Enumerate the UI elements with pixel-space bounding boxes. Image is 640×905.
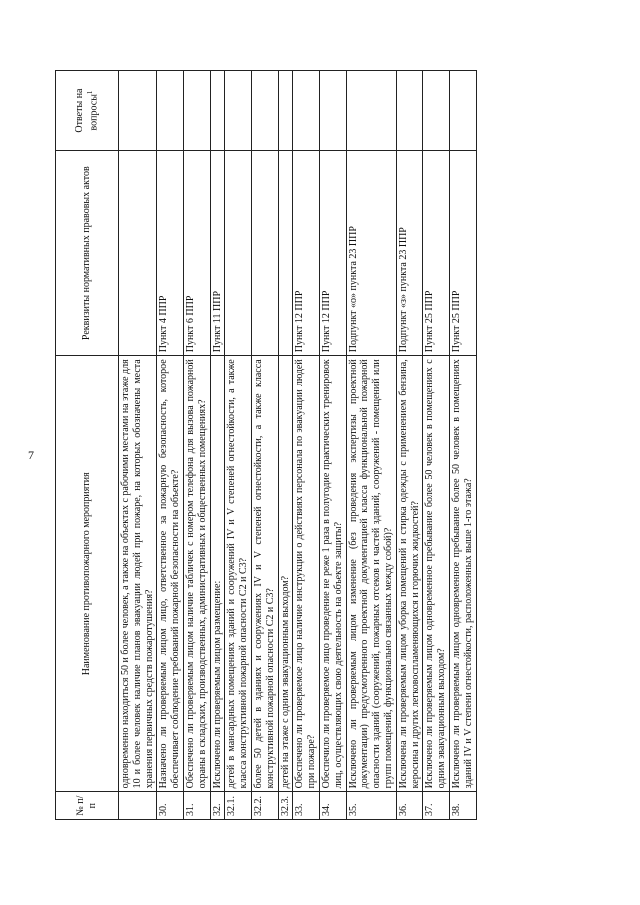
row-measure: Обеспечило ли проверяемое лицо проведение не реже 1 раза в полугодие практических тренировок лиц, осуществляющих свою деятельность на объекте защиты? xyxy=(319,356,346,792)
row-requisite: Пункт 11 ППР xyxy=(210,151,225,356)
row-requisite xyxy=(278,151,293,356)
row-number: 36. xyxy=(396,792,423,820)
row-number: 32.2. xyxy=(251,792,278,820)
table-row xyxy=(396,71,423,820)
table-row xyxy=(225,71,252,820)
row-measure: Исключено ли проверяемым лицом изменение (без проведения экспертизы проектной документации) предусмотренного проектной документацией класса функциональной пожарной опасности зданий (сооружений, пожарных отсеков и частей зданий, сооружений - помещений или групп помещений, функционально связанных между собой)? xyxy=(346,356,396,792)
row-requisite: Подпункт «з» пункта 23 ППР xyxy=(396,151,423,356)
header-measure-name: Наименование противопожарного мероприятия xyxy=(56,356,119,792)
row-measure: Назначено ли проверяемым лицом лицо, ответственное за пожарную безопасность, которое обеспечивает соблюдение требований пожарной безопасности на объекте? xyxy=(157,356,184,792)
row-number: 35. xyxy=(346,792,396,820)
page-number: 7 xyxy=(28,448,34,462)
row-number: 32.1. xyxy=(225,792,252,820)
row-number: 33. xyxy=(293,792,320,820)
table-row xyxy=(278,71,293,820)
table-row xyxy=(423,71,450,820)
row-number xyxy=(119,792,157,820)
table-row xyxy=(293,71,320,820)
row-measure: Исключено ли проверяемым лицом размещение: xyxy=(210,356,225,792)
row-number: 31. xyxy=(183,792,210,820)
header-answers-label: Ответы на вопросы xyxy=(74,88,100,133)
row-answer xyxy=(293,71,320,151)
row-number: 34. xyxy=(319,792,346,820)
table-row xyxy=(183,71,210,820)
header-number: № п/п xyxy=(56,792,119,820)
row-measure: Обеспечено ли проверяемым лицом наличие табличек с номером телефона для вызова пожарной охраны в складских, производственных, административных и общественных помещениях? xyxy=(183,356,210,792)
row-requisite: Пункт 25 ППР xyxy=(423,151,450,356)
table-row xyxy=(319,71,346,820)
row-requisite: Пункт 6 ППР xyxy=(183,151,210,356)
row-measure: более 50 детей в зданиях и сооружениях IV и V степеней огнестойкости, а также класса конструктивной пожарной опасности С2 и С3? xyxy=(251,356,278,792)
row-answer xyxy=(278,71,293,151)
table-header-row xyxy=(56,71,119,820)
table-row xyxy=(251,71,278,820)
row-measure: детей в мансардных помещениях зданий и сооружений IV и V степеней огнестойкости, а также класса конструктивной пожарной опасности С2 и С3? xyxy=(225,356,252,792)
row-number: 32.3. xyxy=(278,792,293,820)
row-answer xyxy=(346,71,396,151)
row-requisite: Пункт 12 ППР xyxy=(319,151,346,356)
row-answer xyxy=(396,71,423,151)
row-measure: Исключено ли проверяемым лицом одновременное пребывание более 50 человек в помещениях с одним эвакуационным выходом? xyxy=(423,356,450,792)
row-answer xyxy=(210,71,225,151)
table-row xyxy=(346,71,396,820)
row-answer xyxy=(157,71,184,151)
row-answer xyxy=(225,71,252,151)
row-answer xyxy=(251,71,278,151)
row-requisite: Пункт 25 ППР xyxy=(449,151,476,356)
row-requisite xyxy=(119,151,157,356)
row-number: 38. xyxy=(449,792,476,820)
row-answer xyxy=(319,71,346,151)
row-answer xyxy=(119,71,157,151)
table-row xyxy=(210,71,225,820)
row-requisite xyxy=(251,151,278,356)
row-measure: Обеспечено ли проверяемое лицо наличие инструкции о действиях персонала по эвакуации людей при пожаре? xyxy=(293,356,320,792)
rotated-page-content xyxy=(55,70,565,820)
table-row xyxy=(119,71,157,820)
fire-safety-checklist-table xyxy=(55,70,477,820)
table-row xyxy=(449,71,476,820)
row-number: 32. xyxy=(210,792,225,820)
row-measure: одновременно находиться 50 и более человек, а также на объектах с рабочими местами на этаже для 10 и более человек наличие планов эвакуации людей при пожаре, на которых обозначены места хранения первичных средств пожаротушения? xyxy=(119,356,157,792)
row-measure: Исключена ли проверяемым лицом уборка помещений и стирка одежды с применением бензина, керосина и других легковоспламеняющихся и горючих жидкостей? xyxy=(396,356,423,792)
footnote-mark: 1 xyxy=(85,90,94,95)
row-answer xyxy=(183,71,210,151)
row-requisite: Пункт 12 ППР xyxy=(293,151,320,356)
row-requisite xyxy=(225,151,252,356)
row-measure: детей на этаже с одним эвакуационным выходом? xyxy=(278,356,293,792)
row-answer xyxy=(449,71,476,151)
row-measure: Исключено ли проверяемым лицом одновременное пребывание более 50 человек в помещениях зданий IV и V степени огнестойкости, расположенных выше 1-го этажа? xyxy=(449,356,476,792)
table-body xyxy=(119,71,477,820)
row-number: 37. xyxy=(423,792,450,820)
row-number: 30. xyxy=(157,792,184,820)
table-row xyxy=(157,71,184,820)
header-answers xyxy=(56,71,119,151)
header-legal-requisites: Реквизиты нормативных правовых актов xyxy=(56,151,119,356)
row-requisite: Подпункт «о» пункта 23 ППР xyxy=(346,151,396,356)
row-answer xyxy=(423,71,450,151)
row-requisite: Пункт 4 ППР xyxy=(157,151,184,356)
